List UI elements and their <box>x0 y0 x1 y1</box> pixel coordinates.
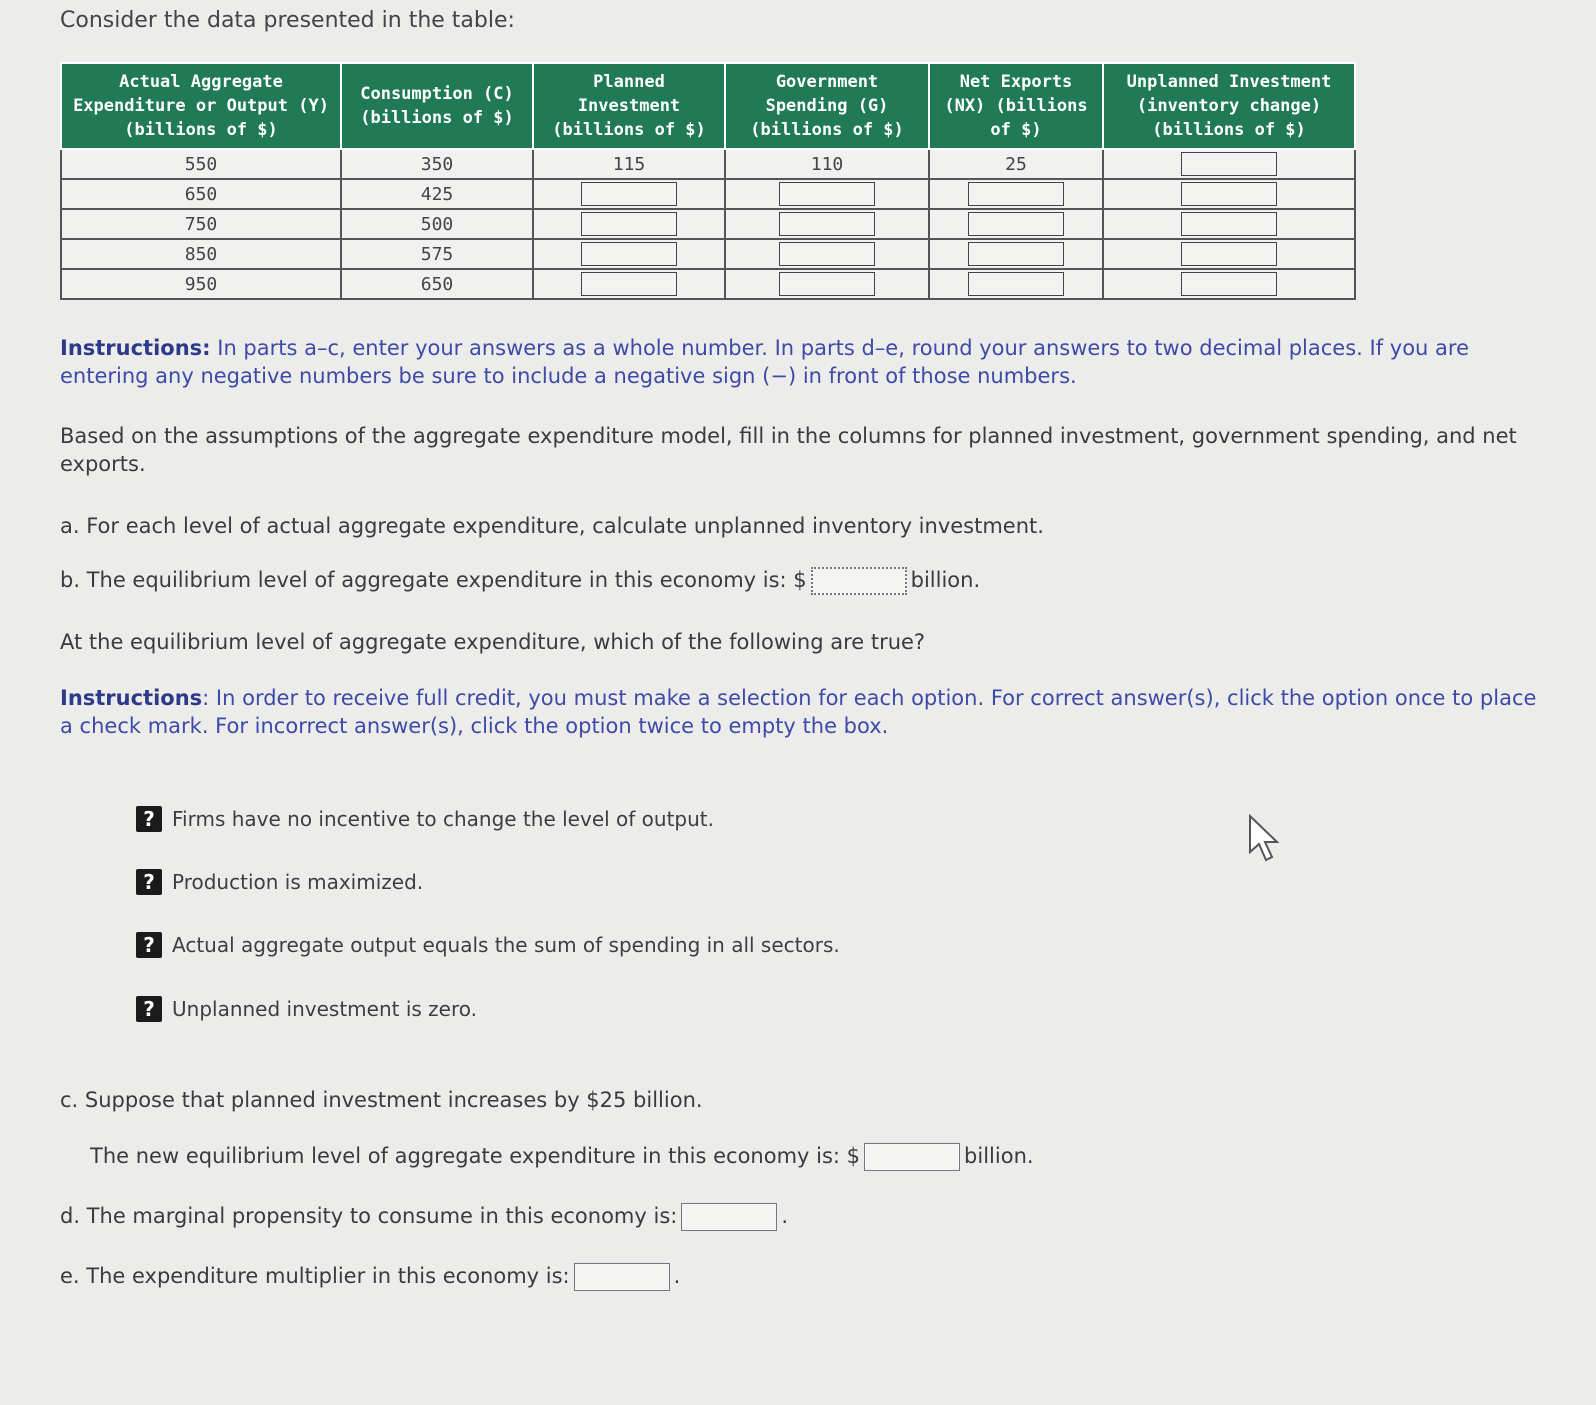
part-c-text: The new equilibrium level of aggregate expenditure in this economy is: $ <box>90 1144 861 1168</box>
header-net-exports: Net Exports (NX) (billions of $) <box>929 63 1103 149</box>
unplanned-investment-input[interactable] <box>1181 212 1277 236</box>
unanswered-checkbox-icon[interactable]: ? <box>136 996 162 1022</box>
instructions-label: Instructions: <box>60 336 211 360</box>
equilibrium-question: At the equilibrium level of aggregate expenditure, which of the following are true? <box>60 630 926 654</box>
part-d-period: . <box>781 1204 789 1228</box>
part-b-unit: billion. <box>910 568 981 592</box>
header-government-spending: Government Spending (G) (billions of $) <box>725 63 929 149</box>
net-exports-cell: 25 <box>929 149 1103 179</box>
government-spending-input[interactable] <box>779 212 875 236</box>
option-unplanned-zero[interactable] <box>136 996 477 1022</box>
net-exports-input[interactable] <box>968 242 1064 266</box>
consumption-cell: 650 <box>341 269 533 299</box>
part-c-unit: billion. <box>964 1144 1034 1168</box>
header-unplanned-investment: Unplanned Investment (inventory change) (billions of $) <box>1103 63 1355 149</box>
instructions-selection <box>60 684 1540 740</box>
unplanned-investment-input[interactable] <box>1181 152 1277 176</box>
table-row <box>61 209 1355 239</box>
consumption-cell: 575 <box>341 239 533 269</box>
option-label: Unplanned investment is zero. <box>172 997 477 1021</box>
part-c-text: c. Suppose that planned investment increases by $25 billion. <box>60 1088 703 1112</box>
part-e <box>60 1262 1550 1291</box>
unplanned-investment-input[interactable] <box>1181 242 1277 266</box>
consumption-cell: 500 <box>341 209 533 239</box>
planned-investment-input[interactable] <box>581 212 677 236</box>
fill-columns-prompt: Based on the assumptions of the aggregate expenditure model, fill in the columns for planned investment, government spending, and net exports. <box>60 424 1517 476</box>
mouse-pointer-icon <box>1246 814 1282 864</box>
part-b <box>60 566 1550 595</box>
planned-investment-input[interactable] <box>581 272 677 296</box>
consumption-cell: 425 <box>341 179 533 209</box>
part-d-text: d. The marginal propensity to consume in this economy is: <box>60 1204 678 1228</box>
option-label: Production is maximized. <box>172 870 424 894</box>
table-row <box>61 239 1355 269</box>
table-row <box>61 149 1355 179</box>
government-spending-cell: 110 <box>725 149 929 179</box>
part-d <box>60 1202 1550 1231</box>
planned-investment-input[interactable] <box>581 182 677 206</box>
planned-investment-cell: 115 <box>533 149 725 179</box>
new-equilibrium-input[interactable] <box>864 1143 960 1171</box>
header-planned-investment: Planned Investment (billions of $) <box>533 63 725 149</box>
net-exports-input[interactable] <box>968 212 1064 236</box>
output-cell: 650 <box>61 179 341 209</box>
part-c-answer <box>90 1142 1580 1171</box>
unanswered-checkbox-icon[interactable]: ? <box>136 869 162 895</box>
option-output-equals-spending[interactable] <box>136 932 840 958</box>
output-cell: 950 <box>61 269 341 299</box>
multiplier-input[interactable] <box>574 1263 670 1291</box>
unplanned-investment-input[interactable] <box>1181 272 1277 296</box>
header-output: Actual Aggregate Expenditure or Output (Y) (billions of $) <box>61 63 341 149</box>
page-heading: Consider the data presented in the table: <box>60 8 515 33</box>
government-spending-input[interactable] <box>779 272 875 296</box>
instructions-label: Instructions <box>60 686 203 710</box>
unanswered-checkbox-icon[interactable]: ? <box>136 932 162 958</box>
table-row <box>61 269 1355 299</box>
output-cell: 550 <box>61 149 341 179</box>
part-e-period: . <box>673 1264 681 1288</box>
planned-investment-input[interactable] <box>581 242 677 266</box>
unplanned-investment-input[interactable] <box>1181 182 1277 206</box>
government-spending-input[interactable] <box>779 242 875 266</box>
option-production-maximized[interactable] <box>136 869 423 895</box>
part-a-text: a. For each level of actual aggregate expenditure, calculate unplanned inventory investment. <box>60 514 1044 538</box>
instructions-text: : In order to receive full credit, you must make a selection for each option. For correct answer(s), click the option once to place a check mark. For incorrect answer(s), click the option twice to empty the box. <box>60 686 1537 738</box>
net-exports-input[interactable] <box>968 182 1064 206</box>
part-e-text: e. The expenditure multiplier in this economy is: <box>60 1264 570 1288</box>
output-cell: 850 <box>61 239 341 269</box>
data-table <box>60 62 1356 300</box>
part-b-text: b. The equilibrium level of aggregate expenditure in this economy is: $ <box>60 568 807 592</box>
net-exports-input[interactable] <box>968 272 1064 296</box>
instructions-text: In parts a–c, enter your answers as a whole number. In parts d–e, round your answers to two decimal places. If you are entering any negative numbers be sure to include a negative sign (−) in front of those numbers. <box>60 336 1469 388</box>
option-label: Actual aggregate output equals the sum of spending in all sectors. <box>172 933 840 957</box>
option-label: Firms have no incentive to change the level of output. <box>172 807 714 831</box>
unanswered-checkbox-icon[interactable]: ? <box>136 806 162 832</box>
table-row <box>61 179 1355 209</box>
government-spending-input[interactable] <box>779 182 875 206</box>
output-cell: 750 <box>61 209 341 239</box>
header-consumption: Consumption (C) (billions of $) <box>341 63 533 149</box>
consumption-cell: 350 <box>341 149 533 179</box>
option-no-incentive[interactable] <box>136 806 714 832</box>
equilibrium-input[interactable] <box>811 567 907 595</box>
instructions-rounding <box>60 334 1540 390</box>
mpc-input[interactable] <box>681 1203 777 1231</box>
